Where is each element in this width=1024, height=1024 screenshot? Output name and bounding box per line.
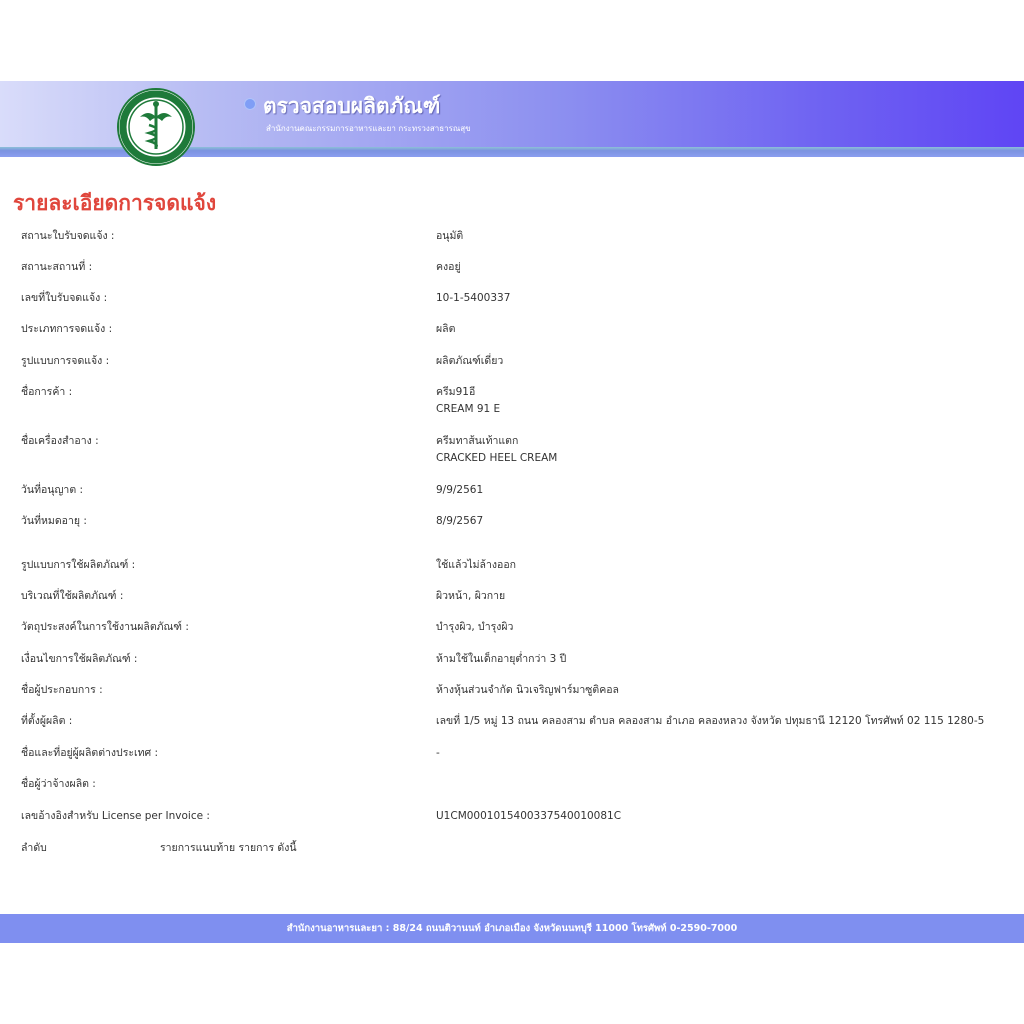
detail-value xyxy=(436,682,619,699)
site-title: ตรวจสอบผลิตภัณฑ์ xyxy=(263,94,441,118)
detail-value xyxy=(436,290,510,307)
detail-value-line: คงอยู่ xyxy=(436,261,461,273)
detail-value xyxy=(436,384,500,418)
detail-label: เลขอ้างอิงสำหรับ License per Invoice : xyxy=(21,810,210,822)
detail-label: เลขที่ใบรับจดแจ้ง : xyxy=(21,292,108,304)
detail-label: วันที่อนุญาต : xyxy=(21,484,84,496)
detail-label: ชื่อเครื่องสำอาง : xyxy=(21,435,99,447)
detail-label: วัตถุประสงค์ในการใช้งานผลิตภัณฑ์ : xyxy=(21,621,189,633)
detail-value xyxy=(436,433,557,467)
detail-value-line: 8/9/2567 xyxy=(436,515,484,527)
detail-label: ชื่อผู้ประกอบการ : xyxy=(21,684,103,696)
detail-value-line: อนุมัติ xyxy=(436,230,464,242)
page-title: รายละเอียดการจดแจ้ง xyxy=(13,191,217,215)
footer-address: สำนักงานอาหารและยา : 88/24 ถนนติวานนท์ อำเภอเมือง จังหวัดนนทบุรี 11000 โทรศัพท์ 0-2590-7000 xyxy=(286,923,738,934)
detail-label: สถานะสถานที่ : xyxy=(21,261,93,273)
detail-label: ชื่อและที่อยู่ผู้ผลิตต่างประเทศ : xyxy=(21,747,159,759)
detail-label: เงื่อนไขการใช้ผลิตภัณฑ์ : xyxy=(21,653,138,665)
detail-value-line: 9/9/2561 xyxy=(436,484,484,496)
detail-label: ที่ตั้งผู้ผลิต : xyxy=(21,715,73,727)
detail-value xyxy=(436,259,461,276)
detail-label: รูปแบบการใช้ผลิตภัณฑ์ : xyxy=(21,559,136,571)
detail-label: ประเภทการจดแจ้ง : xyxy=(21,323,113,335)
detail-value-line: ผลิตภัณฑ์เดี่ยว xyxy=(436,355,504,367)
detail-value xyxy=(436,557,516,574)
site-footer xyxy=(0,914,1024,943)
detail-value xyxy=(436,321,455,338)
detail-label: สถานะใบรับจดแจ้ง : xyxy=(21,230,115,242)
detail-value-line: ครีม91อี xyxy=(436,386,476,398)
detail-label: รูปแบบการจดแจ้ง : xyxy=(21,355,110,367)
detail-value xyxy=(436,228,463,245)
detail-value-line: ห้ามใช้ในเด็กอายุต่ำกว่า 3 ปี xyxy=(436,653,567,665)
detail-value-line: ใช้แล้วไม่ล้างออก xyxy=(436,559,516,571)
detail-value-line: 10-1-5400337 xyxy=(436,292,511,304)
detail-value-line: ครีมทาส้นเท้าแตก xyxy=(436,435,519,447)
detail-value-line: ผลิต xyxy=(436,323,456,335)
detail-value-line: ห้างหุ้นส่วนจำกัด นิวเจริญฟาร์มาซูติคอล xyxy=(436,684,619,696)
detail-label: บริเวณที่ใช้ผลิตภัณฑ์ : xyxy=(21,590,124,602)
detail-value xyxy=(436,713,984,730)
detail-value xyxy=(436,651,566,668)
detail-value-line: CRACKED HEEL CREAM xyxy=(436,452,558,464)
order-label: ลำดับ xyxy=(21,842,47,854)
detail-label: ชื่อผู้ว่าจ้างผลิต : xyxy=(21,778,96,790)
detail-label: ชื่อการค้า : xyxy=(21,386,73,398)
site-subtitle: สำนักงานคณะกรรมการอาหารและยา กระทรวงสาธารณสุข xyxy=(266,124,471,133)
detail-value xyxy=(436,353,503,370)
detail-value xyxy=(436,513,483,530)
detail-value-line: เลขที่ 1/5 หมู่ 13 ถนน คลองสาม ตำบล คลองสาม อำเภอ คลองหลวง จังหวัด ปทุมธานี 12120 โทรศัพท์ 02 115 1280-5 xyxy=(436,715,985,727)
detail-value xyxy=(436,745,440,762)
detail-value xyxy=(436,482,483,499)
bullet-dot-icon xyxy=(244,98,256,110)
detail-label: วันที่หมดอายุ : xyxy=(21,515,87,527)
detail-value-line: ผิวหน้า, ผิวกาย xyxy=(436,590,506,602)
detail-value-line: CREAM 91 E xyxy=(436,403,501,415)
ministry-logo-icon[interactable] xyxy=(116,87,196,167)
detail-value xyxy=(436,588,505,605)
detail-value-line: U1CM0001015400337540010081C xyxy=(436,810,622,822)
detail-value-line: บำรุงผิว, บำรุงผิว xyxy=(436,621,514,633)
detail-value xyxy=(436,619,513,636)
detail-value xyxy=(436,808,621,825)
order-text: รายการแนบท้าย รายการ ดังนี้ xyxy=(160,842,297,854)
detail-value-line: - xyxy=(436,747,440,759)
